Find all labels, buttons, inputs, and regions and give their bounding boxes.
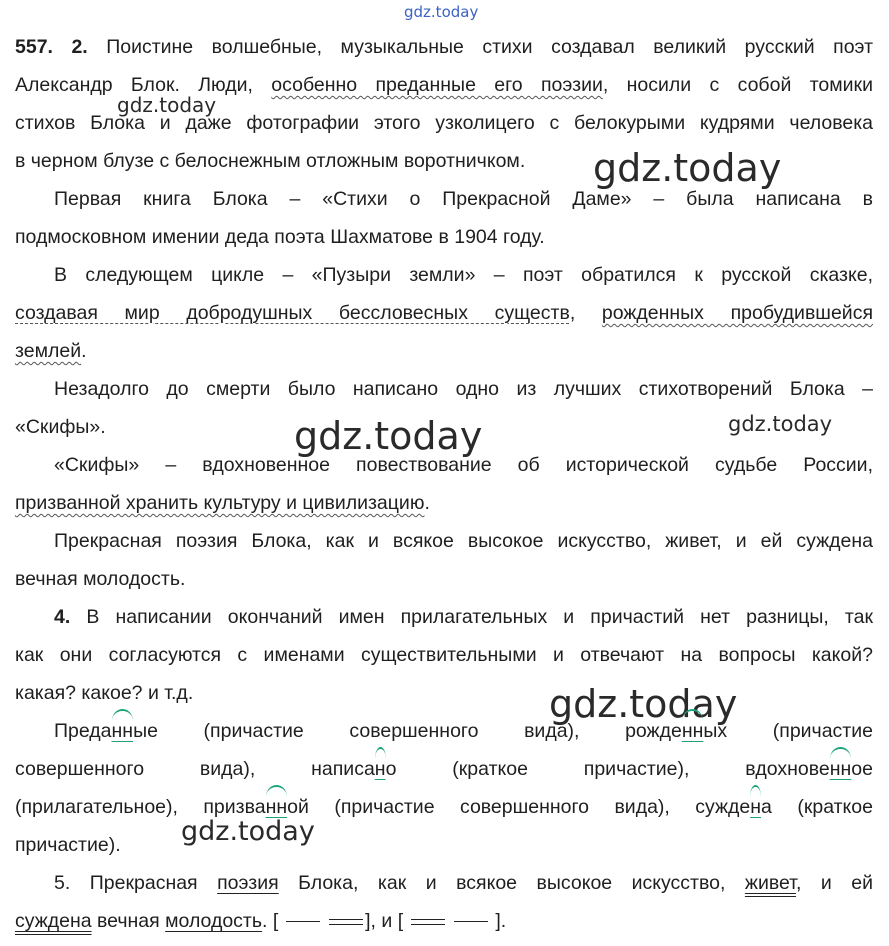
text-line: 5. Прекрасная поэзия Блока, как и всякое высокое искусство, живет, и ей	[54, 872, 873, 894]
suffix-mark: нн	[265, 796, 288, 818]
text-line: 557. 2. Поистине волшебные, музыкальные стихи создавал великий русский поэт	[15, 36, 874, 58]
text-line: суждена вечная молодость. [ ], и [ ].	[15, 910, 507, 932]
text-line: «Скифы».	[15, 416, 106, 438]
text-line: землей.	[15, 340, 87, 362]
suffix-mark: нн	[111, 720, 134, 742]
suffix-mark: н	[750, 796, 762, 818]
suffix-mark: н	[374, 758, 386, 780]
text-line: в черном блузе с белоснежным отложным воротничком.	[15, 150, 526, 172]
predicate-symbol	[327, 917, 365, 927]
text-line: создавая мир добродушных бессловесных существ, рожденных пробудившейся	[15, 302, 873, 324]
suffix-mark: нн	[681, 720, 704, 742]
watermark: gdz.today	[181, 816, 315, 847]
text-line: Преданные (причастие совершенного вида), рожденных (причастие	[54, 720, 873, 742]
participial-phrase: призванной хранить культуру и цивилизацию	[15, 492, 425, 514]
watermark-top: gdz.today	[404, 3, 479, 21]
predicate-underline: суждена	[15, 910, 92, 932]
task-number: 4.	[54, 606, 71, 628]
text-line: какая? какое? и т.д.	[15, 682, 194, 704]
subject-symbol	[452, 917, 490, 927]
predicate-symbol	[409, 917, 447, 927]
text-line: «Скифы» – вдохновенное повествование об исторической судьбе России,	[54, 454, 873, 476]
suffix-mark: нн	[829, 758, 852, 780]
text-line: Александр Блок. Люди, особенно преданные его поэзии, носили с собой томики	[15, 74, 873, 96]
watermark: gdz.today	[593, 146, 782, 190]
adverbial-phrase: создавая мир добродушных бессловесных существ	[15, 302, 570, 324]
subject-symbol	[284, 917, 322, 927]
text-line: 4. В написании окончаний имен прилагательных и причастий нет разницы, так	[54, 606, 873, 628]
text-line: Первая книга Блока – «Стихи о Прекрасной Даме» – была написана в	[54, 188, 873, 210]
subject-underline: поэзия	[217, 872, 279, 894]
text-line: призванной хранить культуру и цивилизацию.	[15, 492, 430, 514]
text-line: Прекрасная поэзия Блока, как и всякое высокое искусство, живет, и ей суждена	[54, 530, 873, 552]
predicate-underline: живет	[744, 872, 796, 894]
participial-phrase: рожденных пробудившейся	[601, 302, 873, 324]
text-line: совершенного вида), написано (краткое причастие), вдохновенное	[15, 758, 873, 780]
text-line: Незадолго до смерти было написано одно из лучших стихотворений Блока –	[54, 378, 873, 400]
watermark: gdz.today	[294, 414, 483, 458]
task-number: 557. 2.	[15, 36, 88, 58]
text-line: подмосковном имении деда поэта Шахматове в 1904 году.	[15, 226, 545, 248]
participial-phrase: землей	[15, 340, 82, 362]
watermark: gdz.today	[549, 682, 738, 726]
text-line: (прилагательное), призванной (причастие совершенного вида), суждена (краткое	[15, 796, 873, 818]
subject-underline: молодость	[165, 910, 263, 932]
text-line: В следующем цикле – «Пузыри земли» – поэт обратился к русской сказке,	[54, 264, 873, 286]
text-line: как они согласуются с именами существительными и отвечают на вопросы какой?	[15, 644, 873, 666]
participial-phrase: особенно преданные его поэзии	[271, 74, 603, 96]
text-line: вечная молодость.	[15, 568, 186, 590]
watermark: gdz.today	[117, 93, 217, 117]
text-line: причастие).	[15, 834, 121, 856]
watermark: gdz.today	[728, 412, 833, 436]
text-line: стихов Блока и даже фотографии этого узколицего с белокурыми кудрями человека	[15, 112, 873, 134]
